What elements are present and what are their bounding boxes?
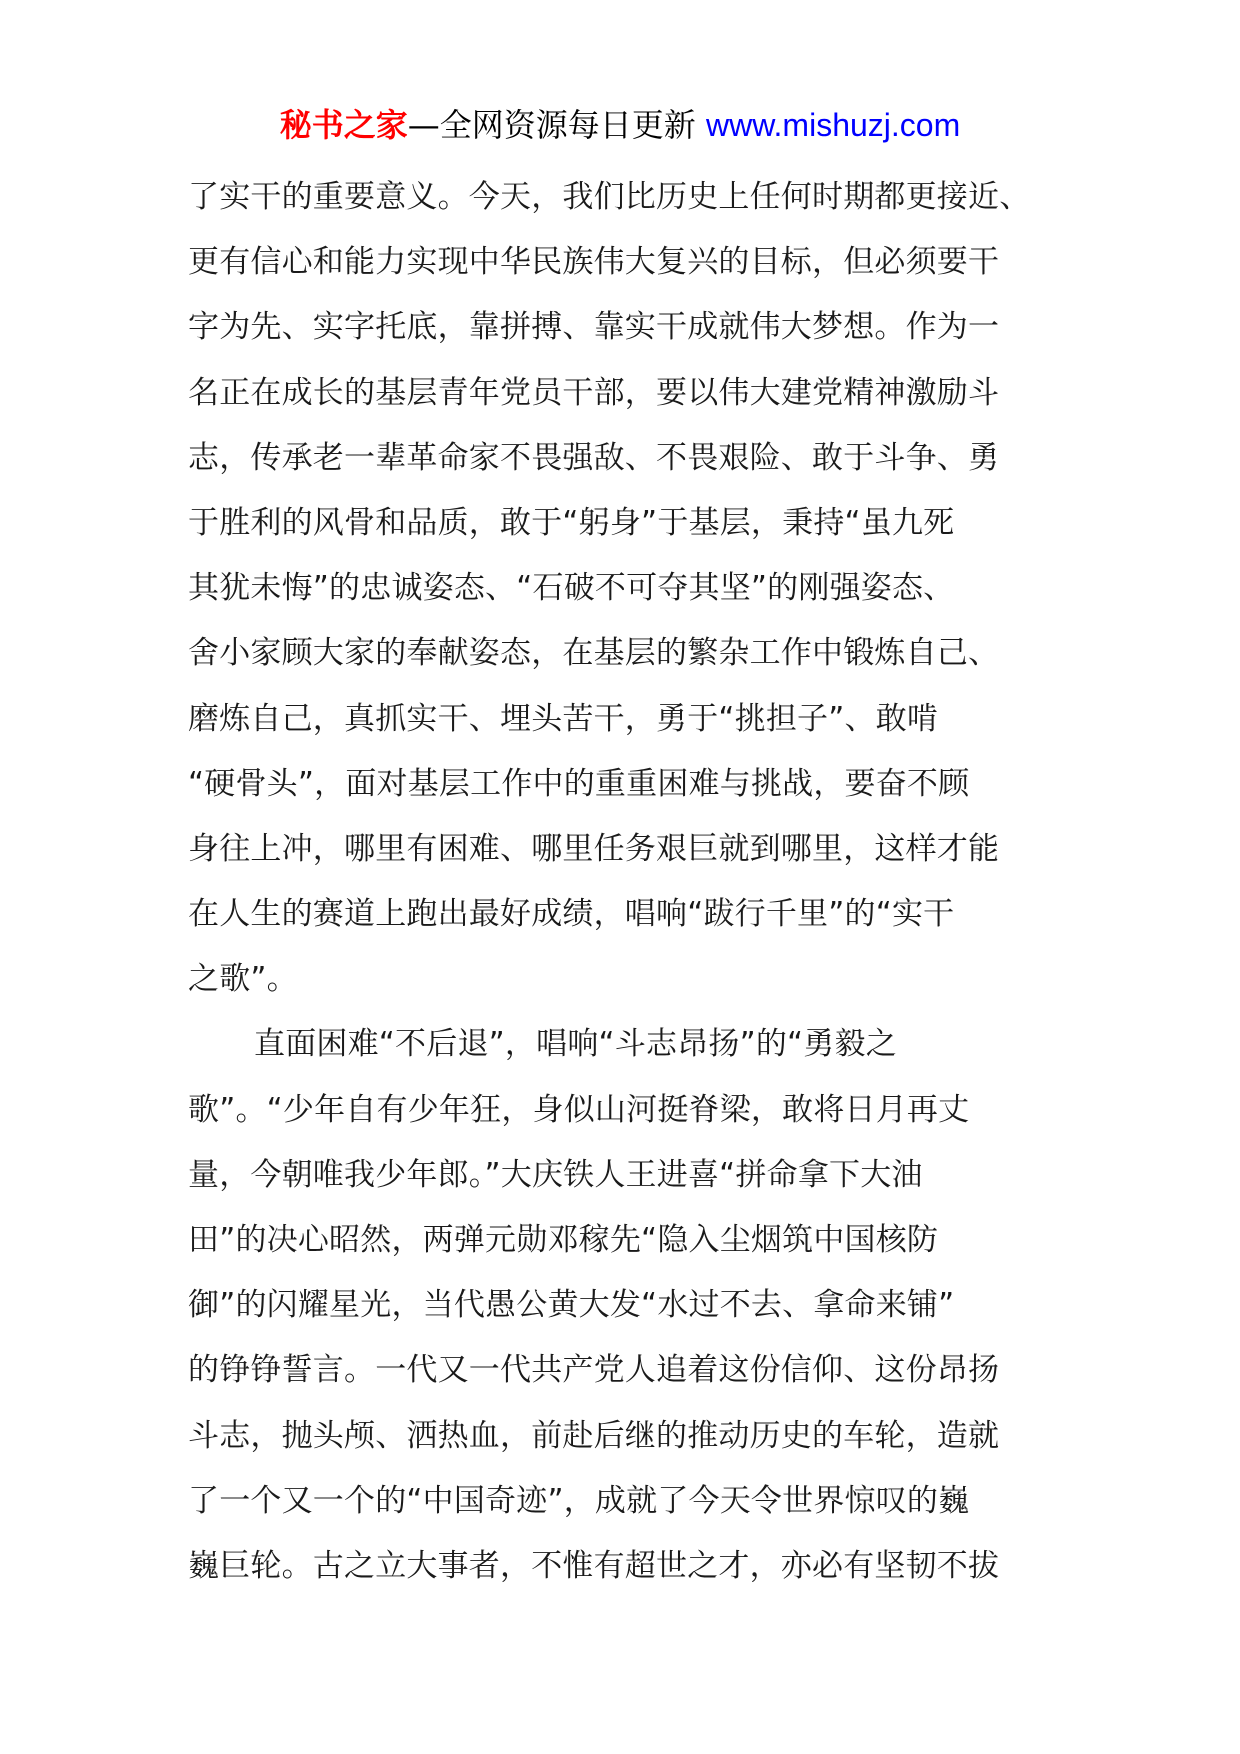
text-line: 在人生的赛道上跑出最好成绩，唱响“跋行千里”的“实干 bbox=[188, 896, 955, 933]
text-line: 名正在成长的基层青年党员干部，要以伟大建党精神激励斗 bbox=[188, 374, 1000, 411]
site-brand: 秘书之家 bbox=[279, 106, 408, 144]
text-line: 巍巨轮。古之立大事者，不惟有超世之才，亦必有坚韧不拔 bbox=[188, 1547, 1000, 1584]
text-line: 斗志，抛头颅、洒热血，前赴后继的推动历史的车轮，造就 bbox=[188, 1417, 1000, 1454]
text-line: 田”的决心昭然，两弹元勋邓稼先“隐入尘烟筑中国核防 bbox=[188, 1222, 939, 1258]
text-line: 了一个又一个的“中国奇迹”，成就了今天令世界惊叹的巍 bbox=[188, 1482, 970, 1519]
text-line: 于胜利的风骨和品质，敢于“躬身”于基层，秉持“虽九死 bbox=[188, 504, 955, 541]
site-tagline: —全网资源每日更新 bbox=[407, 106, 706, 144]
text-line: 身往上冲，哪里有困难、哪里任务艰巨就到哪里，这样才能 bbox=[188, 830, 1000, 867]
page-header bbox=[0, 103, 1240, 147]
text-line: 歌”。“少年自有少年狂，身似山河挺脊梁，敢将日月再丈 bbox=[188, 1091, 970, 1128]
text-line: 之歌”。 bbox=[188, 961, 298, 998]
text-line: 舍小家顾大家的奉献姿态，在基层的繁杂工作中锻炼自己、 bbox=[188, 635, 1000, 672]
text-line: 御”的闪耀星光，当代愚公黄大发“水过不去、拿命来铺” bbox=[188, 1287, 955, 1324]
text-line: 更有信心和能力实现中华民族伟大复兴的目标，但必须要干 bbox=[188, 244, 1000, 281]
text-line: 字为先、实字托底，靠拼搏、靠实干成就伟大梦想。作为一 bbox=[188, 309, 1000, 346]
text-line: 了实干的重要意义。今天，我们比历史上任何时期都更接近、 bbox=[188, 179, 1031, 215]
text-line: 志，传承老一辈革命家不畏强敌、不畏艰险、敢于斗争、勇 bbox=[188, 439, 1000, 476]
text-line: 其犹未悔”的忠诚姿态、“石破不可夺其坚”的刚强姿态、 bbox=[188, 570, 955, 607]
text-line: 量，今朝唯我少年郎。”大庆铁人王进喜“拼命拿下大油 bbox=[188, 1156, 923, 1193]
paragraph-start-line: 直面困难“不后退”，唱响“斗志昂扬”的“勇毅之 bbox=[254, 1026, 897, 1063]
text-line: 磨炼自己，真抓实干、埋头苦干，勇于“挑担子”、敢啃 bbox=[188, 700, 939, 737]
document-body bbox=[188, 165, 1038, 1599]
text-line: “硬骨头”，面对基层工作中的重重困难与挑战，要奋不顾 bbox=[188, 765, 970, 802]
text-line: 的铮铮誓言。一代又一代共产党人追着这份信仰、这份昂扬 bbox=[188, 1352, 1000, 1389]
site-url-link[interactable]: www.mishuzj.com bbox=[705, 107, 961, 143]
